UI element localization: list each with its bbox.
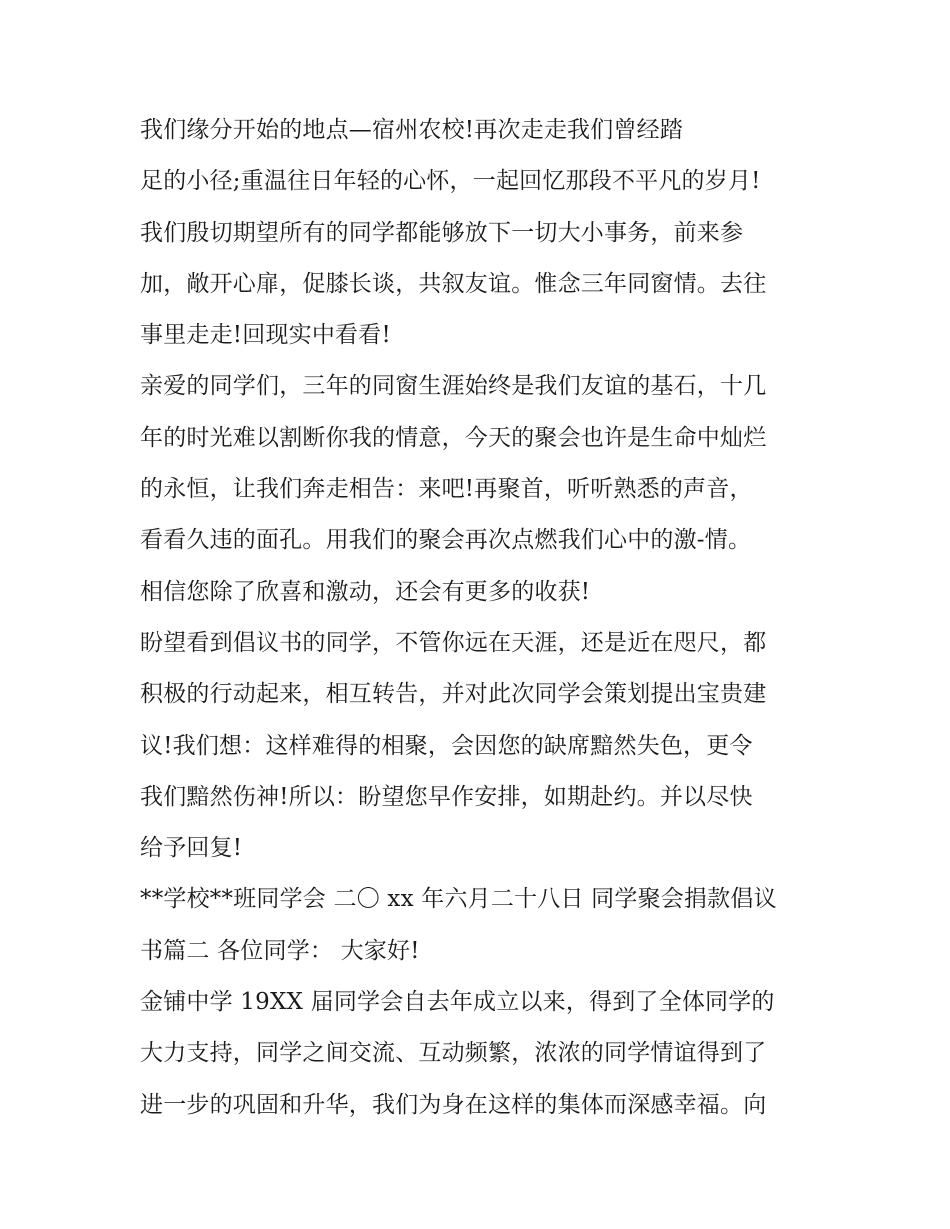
text-line: 看看久违的面孔。用我们的聚会再次点燃我们心中的激-情。 xyxy=(140,527,752,554)
text-line: 进一步的巩固和升华，我们为身在这样的集体而深感幸福。向 xyxy=(140,1091,767,1118)
text-line: 相信您除了欣喜和激动，还会有更多的收获! xyxy=(140,578,591,605)
text-line: 亲爱的同学们，三年的同窗生涯始终是我们友谊的基石，十几 xyxy=(140,373,767,400)
text-line: 年的时光难以割断你我的情意，今天的聚会也许是生命中灿烂 xyxy=(140,424,767,451)
text-line: 的永恒，让我们奔走相告：来吧!再聚首，听听熟悉的声音， xyxy=(140,476,753,503)
text-line: 积极的行动起来，相互转告，并对此次同学会策划提出宝贵建 xyxy=(140,681,767,708)
document-body xyxy=(140,108,830,1134)
text-line: 我们缘分开始的地点—宿州农校!再次走走我们曾经踏 xyxy=(140,117,684,143)
text-line: 足的小径;重温往日年轻的心怀，一起回忆那段不平凡的岁月! xyxy=(140,168,761,195)
text-line: 加，敞开心扉，促膝长谈，共叙友谊。惟念三年同窗情。去往 xyxy=(140,270,767,297)
text-line: 议!我们想：这样难得的相聚，会因您的缺席黯然失色，更令 xyxy=(140,732,753,759)
text-line: **学校**班同学会 二〇 xx 年六月二十八日 同学聚会捐款倡议 xyxy=(140,886,777,913)
text-line: 大力支持，同学之间交流、互动频繁，浓浓的同学情谊得到了 xyxy=(140,1040,767,1067)
text-line: 我们殷切期望所有的同学都能够放下一切大小事务，前来参 xyxy=(140,219,744,246)
text-line: 给予回复! xyxy=(140,835,243,862)
text-line: 金铺中学 19XX 届同学会自去年成立以来，得到了全体同学的 xyxy=(140,989,775,1016)
text-line: 书篇二 各位同学： 大家好! xyxy=(140,937,420,964)
text-line: 盼望看到倡议书的同学，不管你远在天涯，还是近在咫尺，都 xyxy=(140,629,767,656)
text-line: 事里走走!回现实中看看! xyxy=(140,322,391,349)
text-line: 我们黯然伤神!所以：盼望您早作安排，如期赴约。并以尽快 xyxy=(140,783,753,810)
